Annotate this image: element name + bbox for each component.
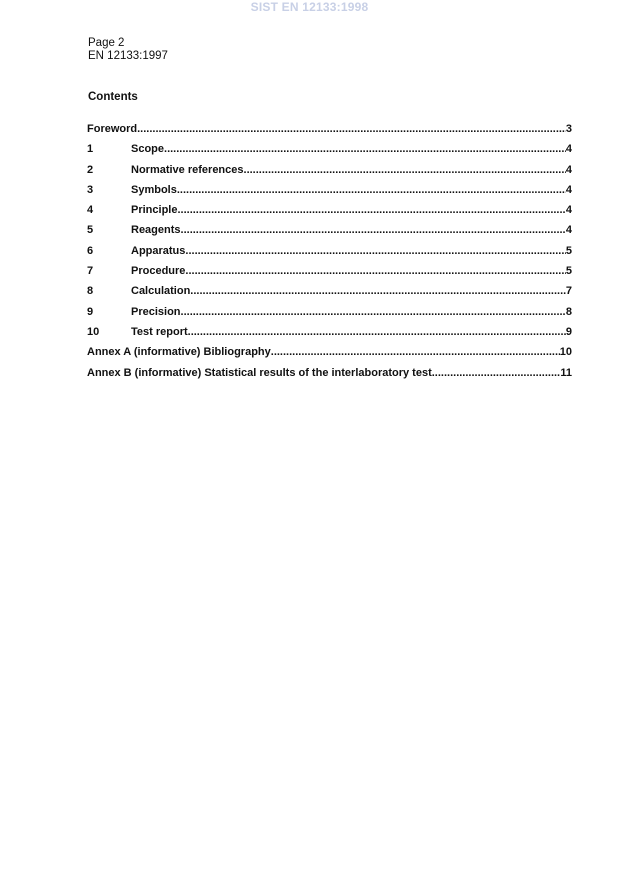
page-number-label: Page 2 bbox=[88, 37, 125, 49]
toc-leader-dots bbox=[188, 326, 566, 338]
toc-entry-annex-a[interactable] bbox=[87, 346, 572, 366]
toc-entry-title: Test report bbox=[131, 325, 188, 338]
toc-entry-title: Annex B (informative) Statistical results of the interlaboratory test bbox=[87, 366, 432, 379]
toc-entry-number: 9 bbox=[87, 305, 94, 318]
toc-entry-page: 4 bbox=[565, 143, 572, 156]
table-of-contents bbox=[87, 123, 572, 387]
toc-entry-calculation[interactable] bbox=[87, 285, 572, 305]
toc-entry-number: 3 bbox=[87, 183, 94, 196]
toc-leader-dots bbox=[432, 367, 561, 379]
toc-entry-test-report[interactable] bbox=[87, 326, 572, 346]
standard-identifier: EN 12133:1997 bbox=[88, 50, 168, 62]
toc-leader-dots bbox=[177, 184, 566, 196]
toc-entry-symbols[interactable] bbox=[87, 184, 572, 204]
toc-entry-number: 1 bbox=[87, 143, 94, 156]
toc-entry-number: 10 bbox=[87, 325, 100, 338]
toc-entry-title: Calculation bbox=[131, 285, 191, 298]
toc-entry-title: Normative references bbox=[131, 163, 244, 176]
toc-entry-number: 5 bbox=[87, 224, 94, 237]
toc-entry-page: 5 bbox=[565, 244, 572, 257]
toc-entry-number: 4 bbox=[87, 204, 94, 217]
toc-entry-number: 8 bbox=[87, 285, 94, 298]
toc-entry-page: 7 bbox=[565, 285, 572, 298]
page-header bbox=[88, 37, 168, 63]
toc-leader-dots bbox=[244, 164, 566, 176]
toc-entry-number: 2 bbox=[87, 163, 94, 176]
toc-entry-procedure[interactable] bbox=[87, 265, 572, 285]
toc-entry-number: 6 bbox=[87, 244, 94, 257]
toc-entry-page: 10 bbox=[559, 346, 572, 359]
toc-leader-dots bbox=[177, 204, 565, 216]
toc-entry-title: Apparatus bbox=[131, 244, 186, 257]
toc-leader-dots bbox=[185, 245, 565, 257]
toc-entry-foreword[interactable] bbox=[87, 123, 572, 143]
toc-entry-title: Procedure bbox=[131, 265, 186, 278]
toc-entry-page: 11 bbox=[560, 366, 572, 379]
toc-entry-apparatus[interactable] bbox=[87, 245, 572, 265]
toc-entry-title: Principle bbox=[131, 204, 178, 217]
toc-entry-page: 9 bbox=[565, 325, 572, 338]
toc-entry-title: Annex A (informative) Bibliography bbox=[87, 346, 271, 359]
toc-entry-title: Precision bbox=[131, 305, 181, 318]
toc-entry-title: Foreword bbox=[87, 123, 138, 135]
toc-leader-dots bbox=[181, 306, 566, 318]
toc-entry-title: Symbols bbox=[131, 183, 177, 196]
toc-entry-page: 3 bbox=[565, 123, 572, 135]
toc-entry-precision[interactable] bbox=[87, 306, 572, 326]
contents-heading: Contents bbox=[88, 91, 138, 103]
toc-leader-dots bbox=[137, 123, 566, 135]
toc-entry-page: 4 bbox=[565, 163, 572, 176]
toc-entry-page: 4 bbox=[565, 183, 572, 196]
toc-entry-principle[interactable] bbox=[87, 204, 572, 224]
toc-entry-title: Reagents bbox=[131, 224, 181, 237]
toc-entry-scope[interactable] bbox=[87, 143, 572, 163]
toc-entry-page: 4 bbox=[565, 204, 572, 217]
toc-entry-number: 7 bbox=[87, 265, 94, 278]
toc-leader-dots bbox=[185, 265, 565, 277]
toc-leader-dots bbox=[190, 285, 566, 297]
watermark-text: SIST EN 12133:1998 bbox=[250, 0, 369, 14]
toc-leader-dots bbox=[164, 143, 566, 155]
toc-entry-page: 8 bbox=[565, 305, 572, 318]
toc-entry-page: 5 bbox=[565, 265, 572, 278]
toc-entry-page: 4 bbox=[565, 224, 572, 237]
toc-entry-title: Scope bbox=[131, 143, 165, 156]
toc-entry-annex-b[interactable] bbox=[87, 367, 572, 387]
toc-entry-reagents[interactable] bbox=[87, 224, 572, 244]
toc-entry-normative-references[interactable] bbox=[87, 164, 572, 184]
toc-leader-dots bbox=[181, 224, 566, 236]
toc-leader-dots bbox=[271, 346, 560, 358]
